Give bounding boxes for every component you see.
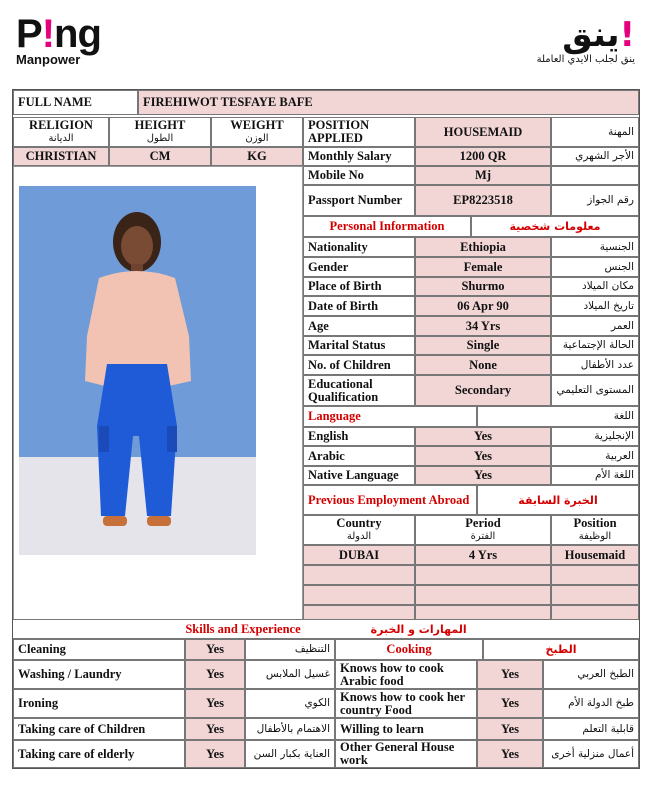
native-language-label: Native Language: [303, 466, 415, 485]
position-col-label: Position: [573, 516, 617, 530]
cooking-title-ar: الطبخ: [483, 639, 639, 660]
native-language-value: Yes: [415, 466, 551, 485]
cook-arabic-label: Knows how to cook Arabic food: [335, 660, 477, 689]
logo-sub-text: Manpower: [16, 52, 81, 67]
position-col-label-ar: الوظيفة: [578, 531, 612, 542]
cook-country-label-ar: طبخ الدولة الأم: [543, 689, 639, 718]
gender-value: Female: [415, 257, 551, 277]
nationality-value: Ethiopia: [415, 237, 551, 257]
education-label: Educational Qualification: [303, 375, 415, 406]
full-name-label: FULL NAME: [13, 90, 138, 115]
birthplace-label: Place of Birth: [303, 277, 415, 296]
gender-label-ar: الجنس: [551, 257, 639, 277]
employment-period-value: 4 Yrs: [415, 545, 551, 565]
position-header: [551, 515, 639, 545]
english-label: English: [303, 427, 415, 446]
skill-washing-label-ar: غسيل الملابس: [245, 660, 335, 689]
arabic-logo-main: ينق!: [562, 15, 635, 55]
skill-cleaning-label-ar: التنظيف: [245, 639, 335, 660]
height-label: HEIGHT: [134, 118, 186, 132]
skill-washing-label: Washing / Laundry: [13, 660, 185, 689]
dob-label: Date of Birth: [303, 296, 415, 316]
skill-ironing-value: Yes: [185, 689, 245, 718]
arabic-logo: [537, 16, 635, 65]
ping-manpower-logo: [16, 14, 126, 72]
skill-cleaning-label: Cleaning: [13, 639, 185, 660]
employment-empty-cell: [415, 585, 551, 605]
language-title-ar: اللغة: [477, 406, 639, 427]
gender-label: Gender: [303, 257, 415, 277]
period-label: Period: [465, 516, 501, 530]
dob-label-ar: تاريخ الميلاد: [551, 296, 639, 316]
passport-label: Passport Number: [303, 185, 415, 216]
position-label: POSITION APPLIED: [303, 117, 415, 147]
arabic-logo-sub: ينق لجلب الايدي العاملة: [536, 54, 635, 65]
children-value: None: [415, 355, 551, 375]
english-value: Yes: [415, 427, 551, 446]
birthplace-label-ar: مكان الميلاد: [551, 277, 639, 296]
religion-value: CHRISTIAN: [13, 147, 109, 166]
height-header: [109, 117, 211, 147]
skill-washing-value: Yes: [185, 660, 245, 689]
salary-label: Monthly Salary: [303, 147, 415, 166]
other-housework-label-ar: أعمال منزلية أخرى: [543, 740, 639, 768]
employment-position-value: Housemaid: [551, 545, 639, 565]
employment-empty-cell: [551, 565, 639, 585]
passport-label-ar: رقم الجواز: [551, 185, 639, 216]
period-header: [415, 515, 551, 545]
personal-info-title: Personal Information: [303, 216, 471, 237]
skill-children-label: Taking care of Children: [13, 718, 185, 740]
employment-empty-cell: [303, 565, 415, 585]
birthplace-value: Shurmo: [415, 277, 551, 296]
position-label-ar: المهنة: [551, 117, 639, 147]
weight-label-ar: الوزن: [245, 133, 269, 144]
religion-label: RELIGION: [29, 118, 93, 132]
age-value: 34 Yrs: [415, 316, 551, 336]
employment-title-ar: الخبرة السابقة: [477, 485, 639, 515]
country-label: Country: [336, 516, 382, 530]
cook-country-label: Knows how to cook her country Food: [335, 689, 477, 718]
age-label: Age: [303, 316, 415, 336]
skill-cleaning-value: Yes: [185, 639, 245, 660]
religion-label-ar: الديانة: [48, 133, 74, 144]
cook-arabic-label-ar: الطبخ العربي: [543, 660, 639, 689]
cook-arabic-value: Yes: [477, 660, 543, 689]
candidate-figure: [19, 186, 256, 555]
height-value: CM: [109, 147, 211, 166]
position-value: HOUSEMAID: [415, 117, 551, 147]
country-label-ar: الدولة: [346, 531, 372, 542]
age-label-ar: العمر: [551, 316, 639, 336]
mobile-value: Mj: [415, 166, 551, 185]
height-label-ar: الطول: [146, 133, 174, 144]
marital-label: Marital Status: [303, 336, 415, 355]
willing-learn-value: Yes: [477, 718, 543, 740]
weight-header: [211, 117, 303, 147]
arabic-value: Yes: [415, 446, 551, 466]
employment-country-value: DUBAI: [303, 545, 415, 565]
weight-label: WEIGHT: [230, 118, 284, 132]
children-label-ar: عدد الأطفال: [551, 355, 639, 375]
nationality-label-ar: الجنسية: [551, 237, 639, 257]
mobile-label-ar: [551, 166, 639, 185]
marital-value: Single: [415, 336, 551, 355]
religion-header: [13, 117, 109, 147]
children-label: No. of Children: [303, 355, 415, 375]
employment-title: Previous Employment Abroad: [303, 485, 477, 515]
period-label-ar: الفترة: [470, 531, 496, 542]
passport-value: EP8223518: [415, 185, 551, 216]
employment-empty-cell: [415, 565, 551, 585]
skill-ironing-label: Ironing: [13, 689, 185, 718]
cv-form: [12, 89, 640, 769]
education-label-ar: المستوى التعليمي: [551, 375, 639, 406]
language-title: Language: [303, 406, 477, 427]
skills-title-ar: المهارات و الخبرة: [370, 622, 467, 636]
native-language-label-ar: اللغة الأم: [551, 466, 639, 485]
skill-children-value: Yes: [185, 718, 245, 740]
skill-ironing-label-ar: الكوي: [245, 689, 335, 718]
marital-label-ar: الحالة الإجتماعية: [551, 336, 639, 355]
employment-empty-cell: [551, 585, 639, 605]
full-name-value: FIREHIWOT TESFAYE BAFE: [138, 90, 639, 115]
skill-children-label-ar: الاهتمام بالأطفال: [245, 718, 335, 740]
salary-value: 1200 QR: [415, 147, 551, 166]
skills-title: Skills and Experience: [185, 621, 301, 636]
willing-learn-label-ar: قابلية التعلم: [543, 718, 639, 740]
mobile-label: Mobile No: [303, 166, 415, 185]
dob-value: 06 Apr 90: [415, 296, 551, 316]
skills-title-row: [13, 619, 639, 639]
logo-main-text: P!ng: [16, 12, 101, 56]
nationality-label: Nationality: [303, 237, 415, 257]
skill-elderly-value: Yes: [185, 740, 245, 768]
education-value: Secondary: [415, 375, 551, 406]
other-housework-value: Yes: [477, 740, 543, 768]
english-label-ar: الإنجليزية: [551, 427, 639, 446]
salary-label-ar: الأجر الشهري: [551, 147, 639, 166]
employment-empty-cell: [303, 585, 415, 605]
skill-elderly-label-ar: العناية بكبار السن: [245, 740, 335, 768]
willing-learn-label: Willing to learn: [335, 718, 477, 740]
cooking-title: Cooking: [335, 639, 483, 660]
weight-value: KG: [211, 147, 303, 166]
arabic-label-ar: العربية: [551, 446, 639, 466]
other-housework-label: Other General House work: [335, 740, 477, 768]
personal-info-title-ar: معلومات شخصية: [471, 216, 639, 237]
cook-country-value: Yes: [477, 689, 543, 718]
candidate-photo: [19, 186, 256, 555]
country-header: [303, 515, 415, 545]
skill-elderly-label: Taking care of elderly: [13, 740, 185, 768]
arabic-label: Arabic: [303, 446, 415, 466]
